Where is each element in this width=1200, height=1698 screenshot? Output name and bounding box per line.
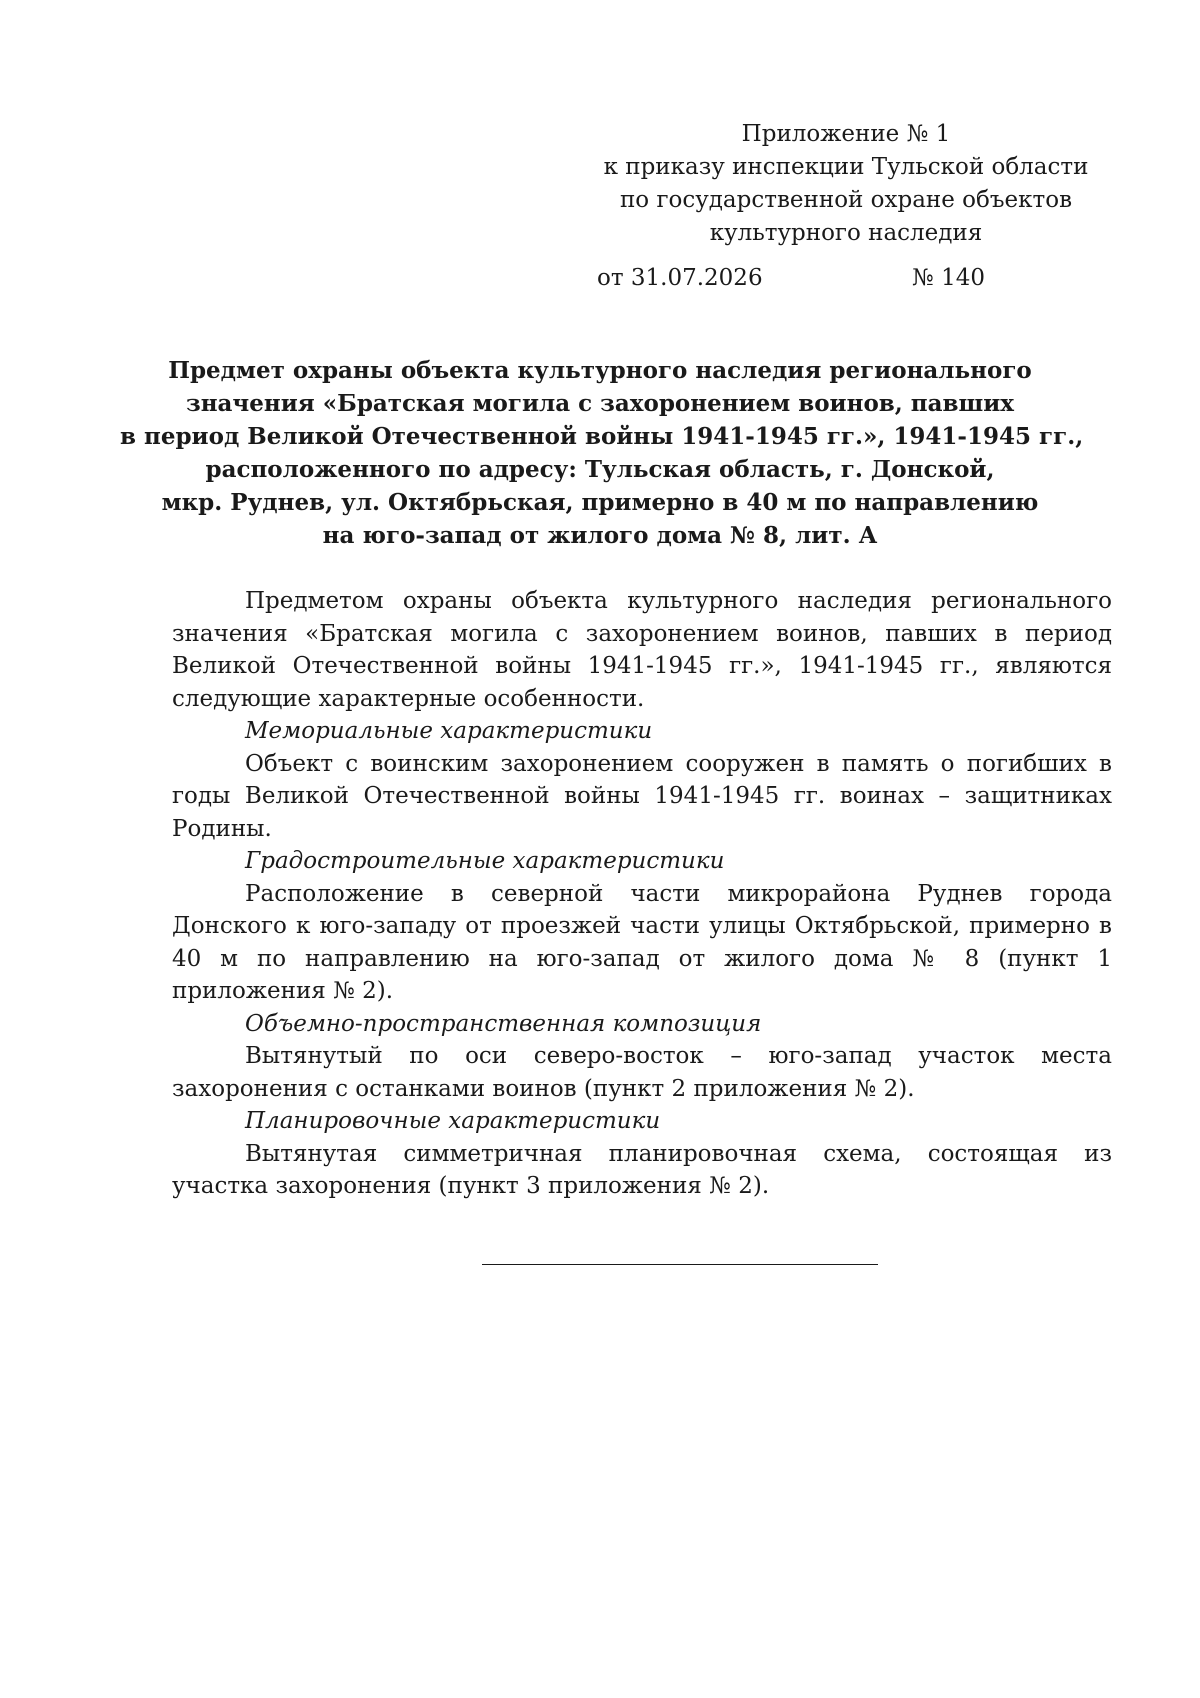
appendix-header xyxy=(590,118,1102,250)
title-line: расположенного по адресу: Тульская область, г. Донской, xyxy=(205,456,995,483)
section-text-urban: Расположение в северной части микрорайона Руднев города Донского к юго-западу от проезжей части улицы Октябрьской, примерно в 40 м по направлению на юго-запад от жилого дома № 8 (пункт 1 приложения № 2). xyxy=(172,880,1112,1004)
order-date: от 31.07.2026 xyxy=(597,265,763,291)
section-text-composition: Вытянутый по оси северо-восток – юго-запад участок места захоронения с останками воинов (пункт 2 приложения № 2). xyxy=(172,1043,1112,1102)
title-line: в период Великой Отечественной войны 1941-1945 гг.», 1941-1945 гг., xyxy=(120,423,1084,450)
closing-divider xyxy=(482,1264,878,1265)
appendix-line: культурного наследия xyxy=(709,220,983,246)
order-number: № 140 xyxy=(912,265,985,291)
appendix-line: к приказу инспекции Тульской области xyxy=(603,154,1089,180)
title-line: Предмет охраны объекта культурного наследия регионального xyxy=(168,357,1032,384)
section-text-planning: Вытянутая симметричная планировочная схема, состоящая из участка захоронения (пункт 3 приложения № 2). xyxy=(172,1140,1112,1199)
document-body xyxy=(172,585,1112,1203)
section-text-memorial: Объект с воинским захоронением сооружен в память о погибших в годы Великой Отечественной войны 1941-1945 гг. воинах – защитниках Родины. xyxy=(172,750,1112,842)
title-line: значения «Братская могила с захоронением воинов, павших xyxy=(186,390,1014,417)
title-line: на юго-запад от жилого дома № 8, лит. А xyxy=(322,522,878,549)
section-heading-composition: Объемно-пространственная композиция xyxy=(245,1010,762,1037)
title-line: мкр. Руднев, ул. Октябрьская, примерно в 40 м по направлению xyxy=(161,489,1039,516)
intro-paragraph: Предметом охраны объекта культурного наследия регионального значения «Братская могила с захоронением воинов, павших в период Великой Отечественной войны 1941-1945 гг.», 1941-1945 гг., являются следующие характерные особенности. xyxy=(172,588,1112,712)
section-heading-memorial: Мемориальные характеристики xyxy=(245,718,653,744)
appendix-line: по государственной охране объектов xyxy=(619,187,1073,213)
section-heading-planning: Планировочные характеристики xyxy=(245,1108,661,1134)
section-heading-urban: Градостроительные характеристики xyxy=(245,848,725,874)
document-title xyxy=(120,354,1084,552)
appendix-line: Приложение № 1 xyxy=(741,121,951,147)
